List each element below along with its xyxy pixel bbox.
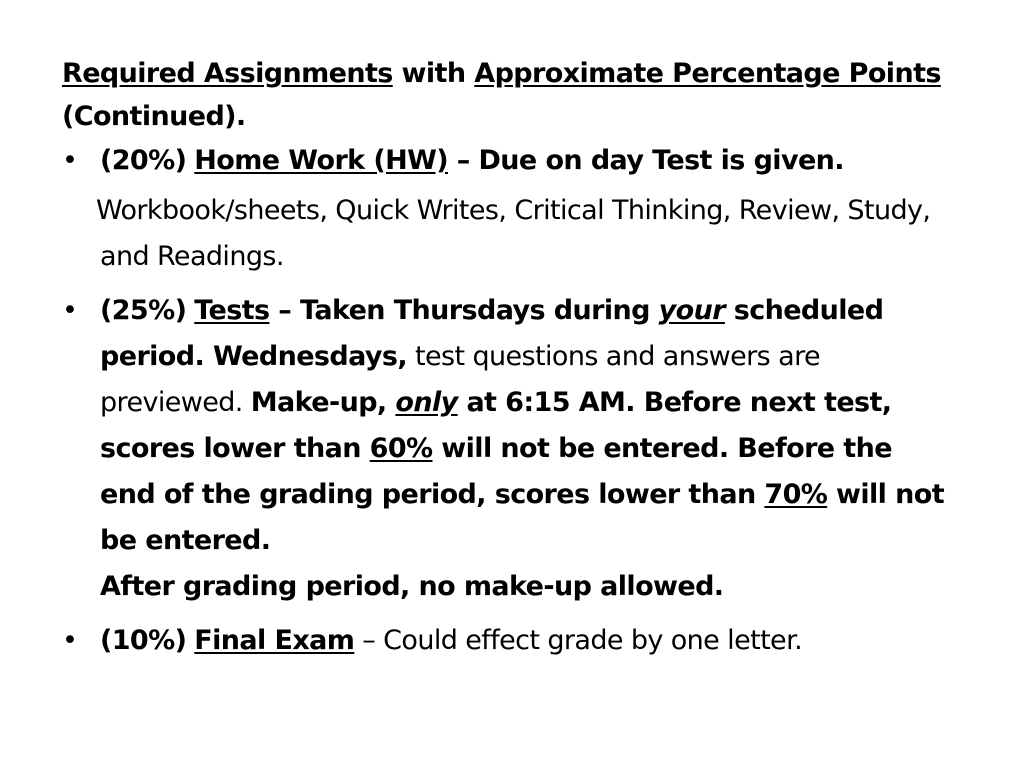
final-exam-name: Final Exam — [194, 625, 355, 656]
homework-due: – Due on day Test is given. — [448, 145, 844, 176]
title-continued: (Continued). — [62, 101, 246, 132]
list-item-tests — [62, 288, 954, 610]
list-item-final-exam — [62, 618, 954, 664]
tests-your: your — [658, 295, 725, 326]
tests-grading-period: will not be entered. Before the end of the grading period, scores lower than — [100, 433, 892, 510]
tests-only: only — [395, 387, 458, 418]
tests-scheduled: scheduled period. Wednesdays, — [100, 295, 884, 372]
title-required-assignments: Required Assignments — [62, 58, 393, 89]
final-exam-detail: – Could effect grade by one letter. — [354, 625, 803, 656]
title-approximate-percentage-points: Approximate Percentage Points — [474, 58, 941, 89]
tests-70-percent: 70% — [764, 479, 828, 510]
tests-makeup: Make-up, — [250, 387, 396, 418]
bullet-icon: • — [62, 295, 78, 326]
tests-taken: – Taken Thursdays during — [269, 295, 659, 326]
bullet-icon: • — [62, 145, 78, 176]
tests-not-entered: will not be entered. — [100, 479, 945, 556]
tests-60-percent: 60% — [369, 433, 433, 464]
assignment-list — [62, 138, 954, 664]
tests-previewed: test questions and answers are previewed. — [100, 341, 820, 418]
tests-no-makeup: After grading period, no make-up allowed. — [100, 571, 724, 602]
homework-percentage: (20%) — [100, 145, 187, 176]
list-item-homework — [62, 138, 954, 280]
slide-title — [62, 52, 954, 138]
title-with: with — [392, 58, 475, 89]
tests-time: at 6:15 AM. Before next test, scores lower than — [100, 387, 892, 464]
tests-percentage: (25%) — [100, 295, 187, 326]
tests-name: Tests — [194, 295, 270, 326]
final-exam-percentage: (10%) — [100, 625, 187, 656]
homework-detail: Workbook/sheets, Quick Writes, Critical Thinking, Review, Study, and Readings. — [96, 195, 931, 272]
bullet-icon: • — [62, 625, 78, 656]
homework-name: Home Work (HW) — [194, 145, 448, 176]
